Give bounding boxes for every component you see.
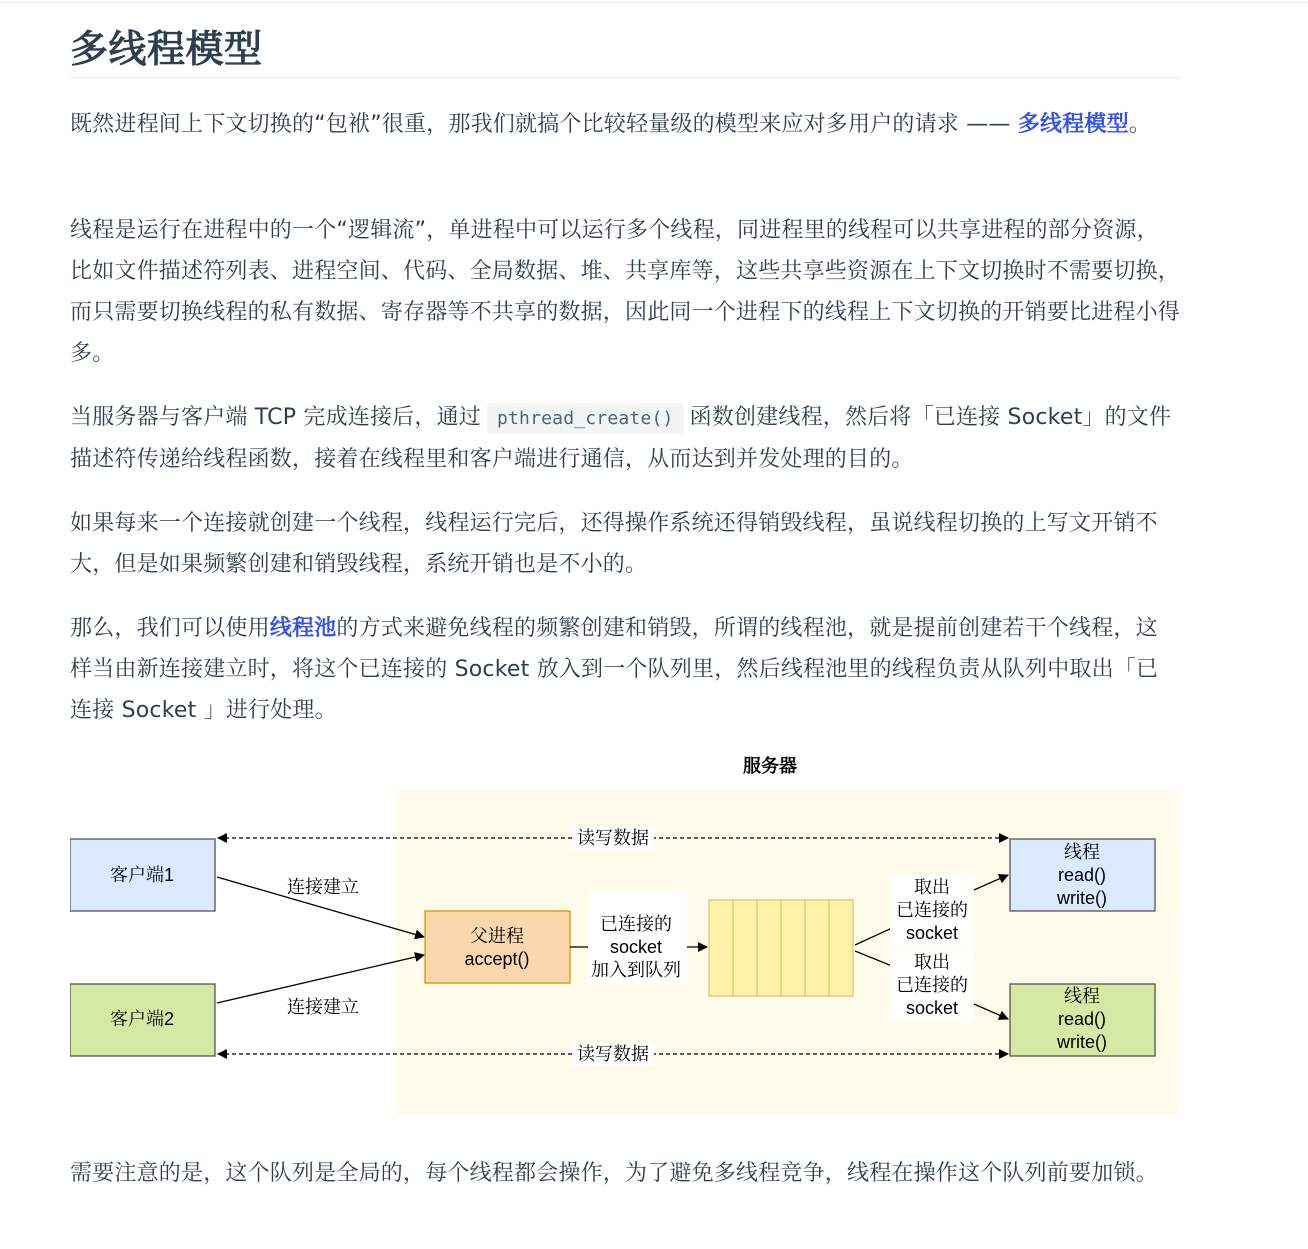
read-write-top-label: 读写数据 [577, 828, 649, 848]
queue-cell [805, 900, 829, 996]
pthread-after: 函数创建线程，然后将「已连接 Socket」的文件描述符传递给线程函数，接着在线程里和客户端进行通信，从而达到并发处理的目的。 [70, 405, 1172, 472]
thread-top-label-3: write() [1057, 888, 1107, 908]
pool-before: 那么，我们可以使用 [70, 616, 270, 641]
connect2-label: 连接建立 [287, 997, 359, 1017]
server-label: 服务器 [743, 756, 797, 776]
take-bottom-label-3: socket [905, 998, 959, 1018]
queue-cell [757, 900, 781, 996]
queue-cell [829, 900, 853, 996]
thread-top-label-1: 线程 [1064, 842, 1100, 862]
intro-tail: 。 [1128, 112, 1152, 137]
thread-pool-highlight: 线程池 [269, 616, 337, 641]
paragraph-pthread [70, 397, 1180, 480]
parent-process-box [425, 911, 570, 983]
queue-cell [781, 900, 805, 996]
enqueue-label-1: 已连接的 [600, 914, 672, 934]
take-top-label-3: socket [905, 923, 959, 943]
pool-after: 的方式来避免线程的频繁创建和销毁，所谓的线程池，就是提前创建若干个线程，这样当由新连接建立时，将这个已连接的 Socket 放入到一个队列里，然后线程池里的线程负责从队列中取出「已连接 Socket 」进行处理。 [70, 616, 1159, 723]
paragraph-thread-overhead: 如果每来一个连接就创建一个线程，线程运行完后，还得操作系统还得销毁线程，虽说线程切换的上写文开销不大，但是如果频繁创建和销毁线程，系统开销也是不小的。 [70, 511, 1158, 577]
page-title: 多线程模型 [70, 24, 1180, 78]
queue-cell [733, 900, 757, 996]
diagram-svg [70, 748, 1180, 1118]
intro-text: 既然进程间上下文切换的“包袱”很重，那我们就搞个比较轻量级的模型来应对多用户的请求 —— [70, 112, 1018, 137]
enqueue-label-2: socket [609, 937, 663, 957]
paragraph-thread-pool [70, 608, 1180, 731]
client2-label: 客户端2 [109, 1009, 175, 1029]
thread-top-label-2: read() [1057, 865, 1107, 885]
parent-label-2: accept() [464, 949, 530, 969]
thread-pool-diagram [70, 748, 1180, 1118]
enqueue-label-3: 加入到队列 [591, 960, 681, 980]
multithread-model-highlight: 多线程模型 [1017, 112, 1129, 137]
queue [709, 900, 853, 996]
queue-cell [709, 900, 733, 996]
take-top-label-1: 取出 [914, 877, 950, 897]
thread-bottom-label-3: write() [1057, 1032, 1107, 1052]
top-divider [0, 2, 1308, 3]
connect2-arrow [217, 955, 424, 1003]
read-write-bottom-label: 读写数据 [577, 1044, 649, 1064]
thread-bottom-label-1: 线程 [1064, 986, 1100, 1006]
take-bottom-label-2: 已连接的 [896, 975, 968, 995]
thread-bottom-label-2: read() [1057, 1009, 1107, 1029]
pthread-before: 当服务器与客户端 TCP 完成连接后，通过 [70, 405, 481, 430]
connect1-label: 连接建立 [287, 877, 359, 897]
take-top-label-2: 已连接的 [896, 900, 968, 920]
parent-label-1: 父进程 [470, 926, 524, 946]
paragraph-thread-definition: 线程是运行在进程中的一个“逻辑流”，单进程中可以运行多个线程，同进程里的线程可以共享进程的部分资源，比如文件描述符列表、进程空间、代码、全局数据、堆、共享库等，这些共享些资源在上下文切换时不需要切换，而只需要切换线程的私有数据、寄存器等不共享的数据，因此同一个进程下的线程上下文切换的开销要比进程小得多。 [70, 218, 1181, 366]
take-bottom-label-1: 取出 [914, 952, 950, 972]
paragraph-intro [70, 104, 1180, 145]
paragraph-queue-lock: 需要注意的是，这个队列是全局的，每个线程都会操作，为了避免多线程竞争，线程在操作这个队列前要加锁。 [70, 1161, 1158, 1186]
pthread-create-code: pthread_create() [487, 403, 684, 434]
client1-label: 客户端1 [109, 865, 175, 885]
